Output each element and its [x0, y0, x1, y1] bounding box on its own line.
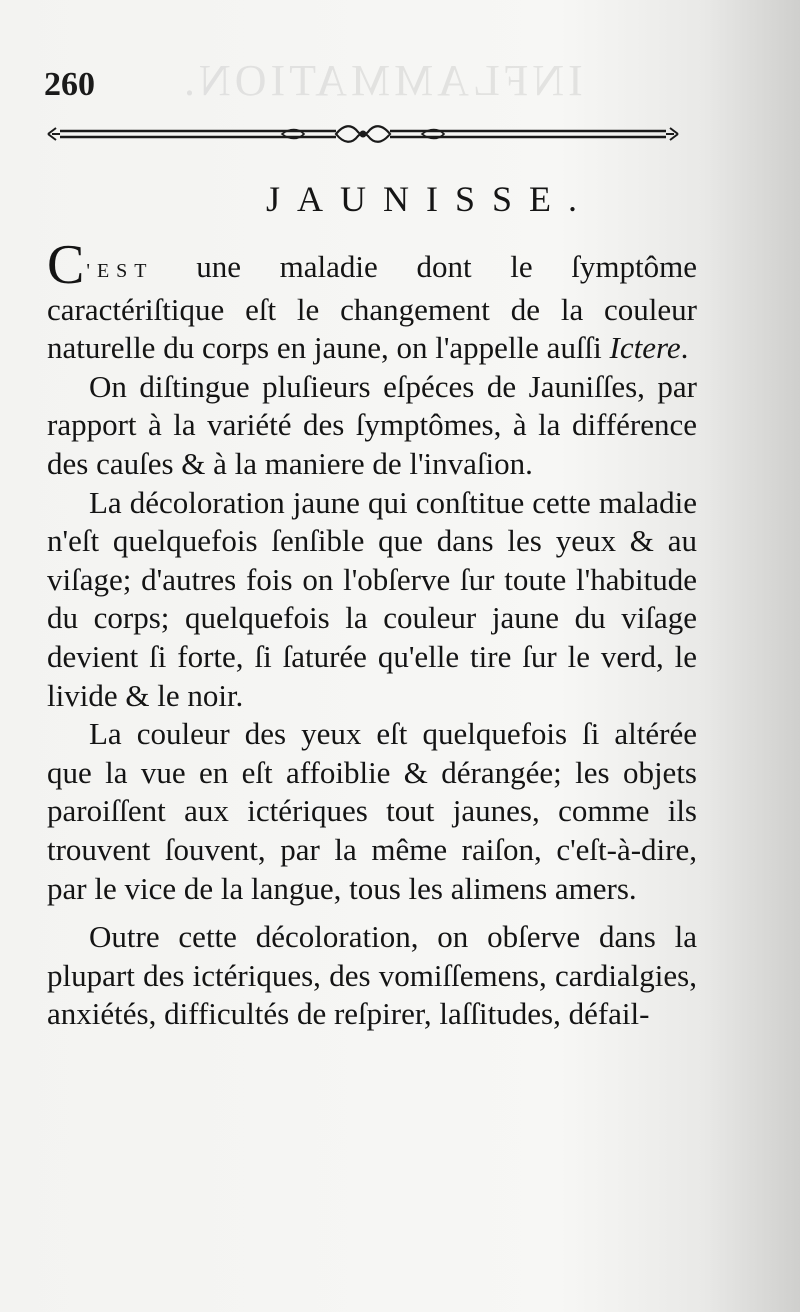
paragraph-1-text: une maladie dont le ſymptôme caractériſtique eſt le changement de la couleur naturelle du corps en jaune, on l'appelle auſſi — [47, 249, 697, 366]
italic-term: Ictere — [609, 330, 681, 366]
drop-cap: C — [47, 234, 85, 296]
small-caps-word: 'EST — [86, 260, 154, 282]
paragraph-2: On diſtingue pluſieurs eſpéces de Jauniſſes, par rapport à la variété des ſymptômes, à la différence des cauſes & à la maniere de l'invaſion. — [47, 368, 697, 481]
paragraph-5: Outre cette décoloration, on obſerve dans la plupart des ictériques, des vomiſſemens, cardialgies, anxiétés, difficultés de reſpirer, laſſitudes, défail- — [47, 919, 697, 1032]
paragraph-4: La couleur des yeux eſt quelquefois ſi altérée que la vue en eſt affoiblie & dérangée; les objets paroiſſent aux ictériques tout jaunes, comme ils trouvent ſouvent, par la même raiſon, c'eſt-à-dire, par le vice de la langue, tous les alimens amers. — [47, 716, 697, 906]
body-text — [47, 234, 697, 1034]
page-number: 260 — [44, 66, 95, 103]
show-through-text: INFLAMMATION. — [180, 56, 583, 105]
section-title: JAUNISSE. — [265, 179, 595, 219]
paragraph-3: La décoloration jaune qui conſtitue cette maladie n'eſt quelquefois ſenſible que dans les yeux & au viſage; d'autres fois on l'obſerve ſur toute l'habitude du corps; quelquefois la couleur jaune du viſage devient ſi forte, ſi ſaturée qu'elle tire ſur le verd, le livide & le noir. — [47, 484, 697, 713]
ornamental-rule — [46, 122, 680, 148]
paragraph-1 — [47, 234, 697, 368]
paragraph-1-tail: . — [680, 330, 689, 366]
